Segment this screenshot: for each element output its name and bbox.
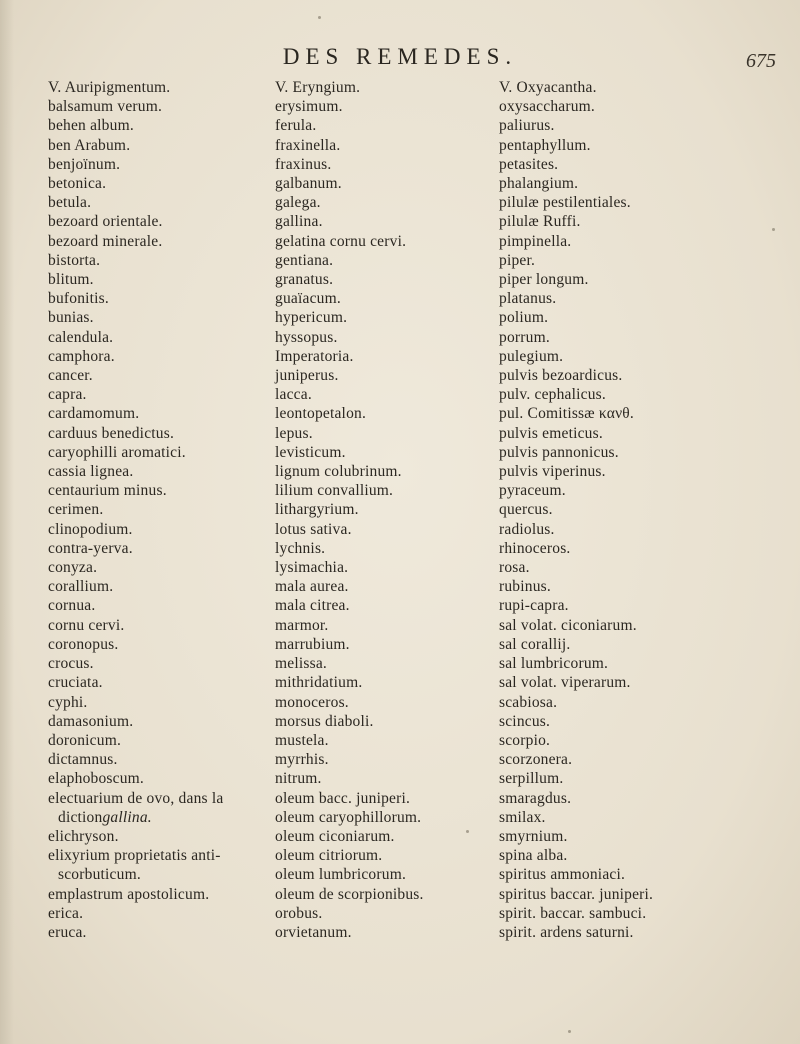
- remedy-entry: sal volat. ciconiarum.: [499, 616, 637, 634]
- remedy-entry: cassia lignea.: [48, 463, 134, 481]
- remedy-entry: lotus sativa.: [275, 520, 352, 538]
- remedy-entry: dictiongallina.: [58, 808, 152, 826]
- remedy-entry: doronicum.: [48, 731, 122, 749]
- remedy-entry: orvietanum.: [275, 923, 352, 941]
- remedy-entry: scabiosa.: [499, 693, 558, 711]
- remedy-entry: emplastrum apostolicum.: [48, 885, 210, 903]
- remedy-entry: camphora.: [48, 347, 115, 365]
- remedy-entry: cardamomum.: [48, 405, 140, 423]
- remedy-entry: erica.: [48, 904, 84, 922]
- remedy-entry: cyphi.: [48, 693, 88, 711]
- remedy-column-2: [275, 78, 500, 942]
- remedy-entry: monoceros.: [275, 693, 349, 711]
- remedy-entry: spiritus baccar. juniperi.: [499, 885, 654, 903]
- remedy-entry: morsus diaboli.: [275, 712, 374, 730]
- remedy-entry: leontopetalon.: [275, 405, 367, 423]
- paper-speck: [466, 830, 469, 833]
- remedy-entry: hyssopus.: [275, 328, 338, 346]
- remedy-entry: gallina.: [275, 213, 323, 231]
- remedy-entry: elixyrium proprietatis anti-: [48, 847, 221, 865]
- remedy-entry: pulv. cephalicus.: [499, 386, 606, 404]
- remedy-entry: spiritus ammoniaci.: [499, 866, 626, 884]
- remedy-entry: fraxinus.: [275, 155, 332, 173]
- remedy-entry: fraxinella.: [275, 136, 341, 154]
- remedy-entry: Imperatoria.: [275, 347, 354, 365]
- remedy-entry: quercus.: [499, 501, 553, 519]
- remedy-entry: crocus.: [48, 655, 94, 673]
- remedy-entry: granatus.: [275, 271, 334, 289]
- remedy-entry: oleum de scorpionibus.: [275, 885, 424, 903]
- remedy-entry: scincus.: [499, 712, 551, 730]
- remedy-entry: orobus.: [275, 904, 323, 922]
- remedy-entry: ben Arabum.: [48, 136, 131, 154]
- remedy-entry: hypericum.: [275, 309, 348, 327]
- remedy-entry: caryophilli aromatici.: [48, 443, 186, 461]
- remedy-entry: polium.: [499, 309, 549, 327]
- remedy-entry: paliurus.: [499, 117, 555, 135]
- remedy-entry: damasonium.: [48, 712, 134, 730]
- remedy-entry: bezoard orientale.: [48, 213, 163, 231]
- remedy-entry: oleum lumbricorum.: [275, 866, 407, 884]
- remedy-entry: radiolus.: [499, 520, 555, 538]
- remedy-entry: erysimum.: [275, 98, 343, 116]
- remedy-entry: carduus benedictus.: [48, 424, 175, 442]
- remedy-entry: melissa.: [275, 655, 327, 673]
- remedy-entry: lepus.: [275, 424, 313, 442]
- remedy-entry: capra.: [48, 386, 87, 404]
- remedy-entry: galbanum.: [275, 175, 342, 193]
- remedy-entry: elaphoboscum.: [48, 770, 145, 788]
- remedy-entry: rupi-capra.: [499, 597, 569, 615]
- remedy-entry: cornua.: [48, 597, 96, 615]
- remedy-entry: lychnis.: [275, 539, 326, 557]
- remedy-entry: oleum ciconiarum.: [275, 827, 395, 845]
- page-title: DES REMEDES.: [282, 44, 518, 69]
- remedy-entry: pyraceum.: [499, 482, 566, 500]
- remedy-entry: pulvis bezoardicus.: [499, 367, 623, 385]
- remedy-entry: betonica.: [48, 175, 107, 193]
- remedy-entry: pilulæ pestilentiales.: [499, 194, 631, 212]
- remedy-entry: smilax.: [499, 808, 546, 826]
- remedy-entry: serpillum.: [499, 770, 564, 788]
- remedy-entry: eruca.: [48, 923, 87, 941]
- remedy-entry: cancer.: [48, 367, 93, 385]
- remedy-entry: calendula.: [48, 328, 114, 346]
- remedy-entry: spirit. baccar. sambuci.: [499, 904, 647, 922]
- remedy-entry: V. Auripigmentum.: [48, 79, 171, 96]
- remedy-entry: petasites.: [499, 155, 559, 173]
- remedy-entry: lithargyrium.: [275, 501, 359, 519]
- remedy-entry: bistorta.: [48, 251, 101, 269]
- remedy-entry: electuarium de ovo, dans la: [48, 789, 224, 807]
- remedy-entry: piper.: [499, 251, 536, 269]
- remedy-entry: galega.: [275, 194, 321, 212]
- remedy-entry: sal volat. viperarum.: [499, 674, 631, 692]
- remedy-entry: scorpio.: [499, 731, 551, 749]
- paper-speck: [568, 1030, 571, 1033]
- remedy-entry: pilulæ Ruffi.: [499, 213, 581, 231]
- remedy-entry: sal lumbricorum.: [499, 655, 609, 673]
- remedy-entry: mala citrea.: [275, 597, 350, 615]
- remedy-entry: lysimachia.: [275, 559, 349, 577]
- remedy-entry: rubinus.: [499, 578, 551, 596]
- remedy-entry: elichryson.: [48, 827, 119, 845]
- remedy-entry: corallium.: [48, 578, 114, 596]
- remedy-entry: scorbuticum.: [58, 866, 141, 884]
- remedy-entry: oleum citriorum.: [275, 847, 383, 865]
- remedy-entry: oxysaccharum.: [499, 98, 595, 116]
- remedy-entry: smyrnium.: [499, 827, 568, 845]
- remedy-entry: lignum colubrinum.: [275, 463, 402, 481]
- remedy-entry: spirit. ardens saturni.: [499, 923, 634, 941]
- remedy-entry: nitrum.: [275, 770, 322, 788]
- remedy-entry: juniperus.: [275, 367, 339, 385]
- remedy-entry: dictamnus.: [48, 751, 118, 769]
- remedy-entry: bezoard minerale.: [48, 232, 163, 250]
- remedy-entry: mustela.: [275, 731, 329, 749]
- remedy-entry: myrrhis.: [275, 751, 329, 769]
- remedy-entry: benjoïnum.: [48, 155, 121, 173]
- remedy-entry: cornu cervi.: [48, 616, 125, 634]
- remedy-entry: mala aurea.: [275, 578, 349, 596]
- page-number: 675: [746, 50, 776, 72]
- remedy-entry: piper longum.: [499, 271, 589, 289]
- remedy-entry: smaragdus.: [499, 789, 572, 807]
- remedy-entry: sal corallij.: [499, 635, 571, 653]
- remedy-entry: spina alba.: [499, 847, 568, 865]
- remedy-entry: pulvis emeticus.: [499, 424, 603, 442]
- remedy-entry: betula.: [48, 194, 92, 212]
- remedy-entry: blitum.: [48, 271, 94, 289]
- remedy-entry: rosa.: [499, 559, 530, 577]
- remedy-entry: pentaphyllum.: [499, 136, 591, 154]
- remedy-entry: mithridatium.: [275, 674, 363, 692]
- remedy-entry: V. Oxyacantha.: [499, 79, 597, 96]
- remedy-entry: lacca.: [275, 386, 312, 404]
- remedy-entry: behen album.: [48, 117, 134, 135]
- remedy-entry: centaurium minus.: [48, 482, 167, 500]
- remedy-entry: conyza.: [48, 559, 98, 577]
- remedy-entry: ferula.: [275, 117, 317, 135]
- remedy-entry: porrum.: [499, 328, 550, 346]
- remedy-entry: bufonitis.: [48, 290, 109, 308]
- remedy-column-3: [499, 78, 699, 942]
- remedy-entry: cerimen.: [48, 501, 104, 519]
- remedy-entry: pulvis viperinus.: [499, 463, 606, 481]
- remedy-entry: scorzonera.: [499, 751, 573, 769]
- remedy-entry: clinopodium.: [48, 520, 133, 538]
- remedy-entry: gentiana.: [275, 251, 334, 269]
- remedy-entry: gelatina cornu cervi.: [275, 232, 407, 250]
- remedy-entry: bunias.: [48, 309, 94, 327]
- paper-speck: [318, 16, 321, 19]
- remedy-entry: pulegium.: [499, 347, 564, 365]
- remedy-entry: oleum bacc. juniperi.: [275, 789, 411, 807]
- remedy-entry: pulvis pannonicus.: [499, 443, 619, 461]
- remedy-entry: marrubium.: [275, 635, 350, 653]
- remedy-entry: pul. Comitissæ κανθ.: [499, 405, 635, 423]
- remedy-column-1: [48, 78, 266, 942]
- remedy-entry: pimpinella.: [499, 232, 572, 250]
- remedy-entry: oleum caryophillorum.: [275, 808, 422, 826]
- spine-shadow: [0, 0, 14, 1044]
- remedy-entry: V. Eryngium.: [275, 79, 361, 96]
- paper-speck: [772, 228, 775, 231]
- remedy-entry: balsamum verum.: [48, 98, 163, 116]
- remedy-entry: marmor.: [275, 616, 329, 634]
- remedy-entry: phalangium.: [499, 175, 579, 193]
- remedy-entry: guaïacum.: [275, 290, 341, 308]
- remedy-entry: contra-yerva.: [48, 539, 133, 557]
- remedy-entry: cruciata.: [48, 674, 103, 692]
- remedy-entry: lilium convallium.: [275, 482, 394, 500]
- remedy-entry: coronopus.: [48, 635, 119, 653]
- remedy-entry: levisticum.: [275, 443, 346, 461]
- remedy-entry: platanus.: [499, 290, 557, 308]
- remedy-entry: rhinoceros.: [499, 539, 571, 557]
